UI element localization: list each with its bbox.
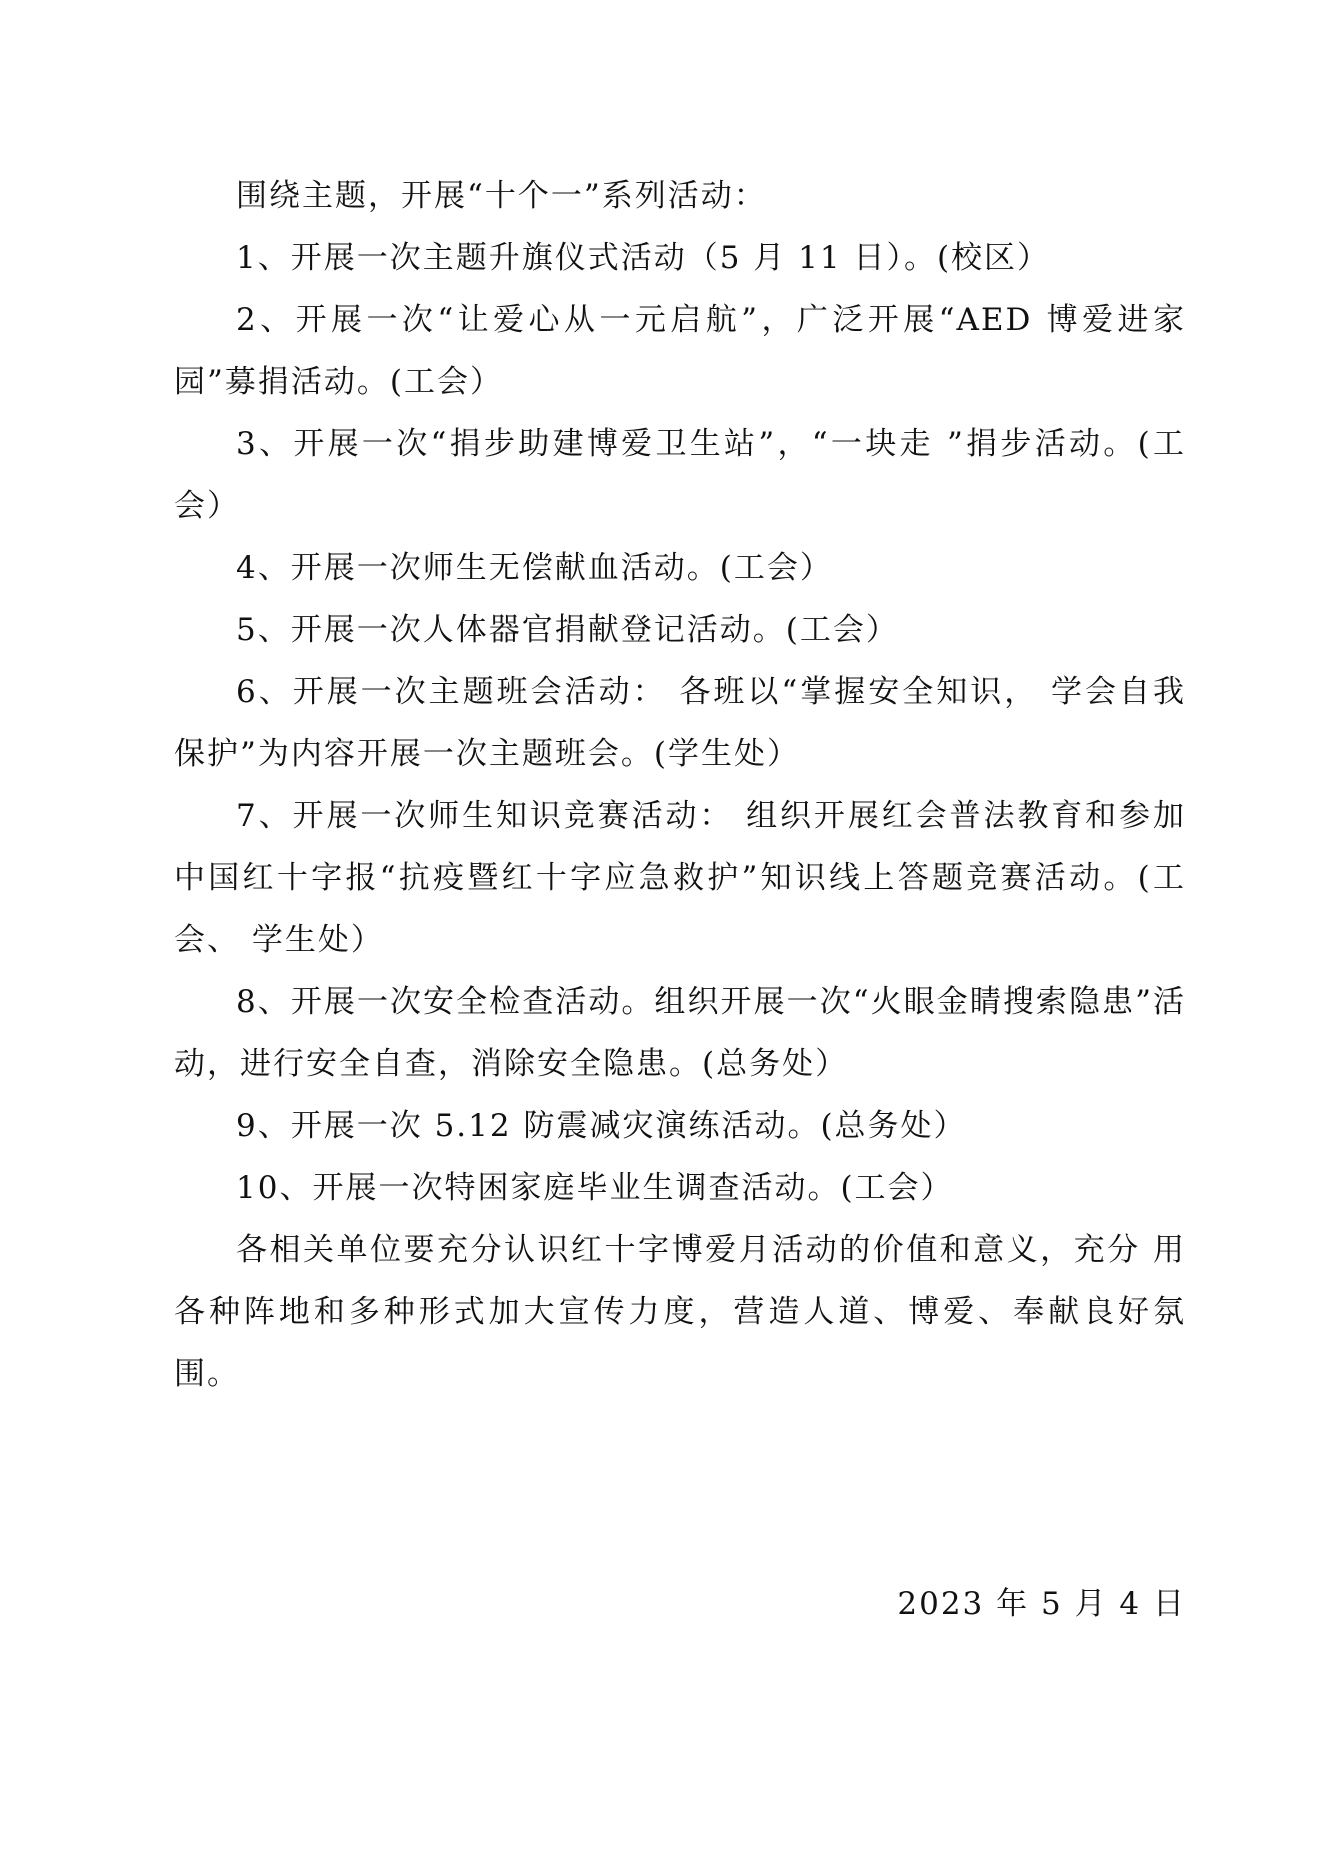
document-date: 2023 年 5 月 4 日 — [897, 1586, 1186, 1622]
activity-item-5: 5、开展一次人体器官捐献登记活动。(工会） — [236, 612, 899, 648]
activity-item-2: 2、开展一次“让爱心从一元启航”，广泛开展“AED 博爱进家园”募捐活动。(工会） — [174, 302, 1186, 400]
activity-item-4: 4、开展一次师生无偿献血活动。(工会） — [236, 550, 833, 586]
document-body — [174, 165, 1186, 1405]
activity-item-7: 7、开展一次师生知识竞赛活动： 组织开展红会普法教育和参加 中国红十字报“抗疫暨红十字应急救护”知识线上答题竞赛活动。(工会、 学生处） — [174, 798, 1186, 958]
activity-item-8: 8、开展一次安全检查活动。组织开展一次“火眼金睛搜索隐患”活动，进行安全自查，消除安全隐患。(总务处） — [174, 984, 1186, 1082]
closing-paragraph: 各相关单位要充分认识红十字博爱月活动的价值和意义，充分 用各种阵地和多种形式加大宣传力度，营造人道、博爱、奉献良好氛围。 — [174, 1232, 1186, 1392]
intro-paragraph: 围绕主题，开展“十个一”系列活动： — [236, 178, 767, 214]
activity-item-9: 9、开展一次 5.12 防震减灾演练活动。(总务处） — [236, 1108, 967, 1144]
activity-item-3: 3、开展一次“捐步助建博爱卫生站”，“一块走 ”捐步活动。(工会） — [174, 426, 1186, 524]
activity-item-6: 6、开展一次主题班会活动： 各班以“掌握安全知识， 学会自我保护”为内容开展一次主题班会。(学生处） — [174, 674, 1186, 772]
activity-item-1: 1、开展一次主题升旗仪式活动（5 月 11 日）。(校区） — [236, 240, 1051, 276]
activity-item-10: 10、开展一次特困家庭毕业生调查活动。(工会） — [236, 1170, 954, 1206]
